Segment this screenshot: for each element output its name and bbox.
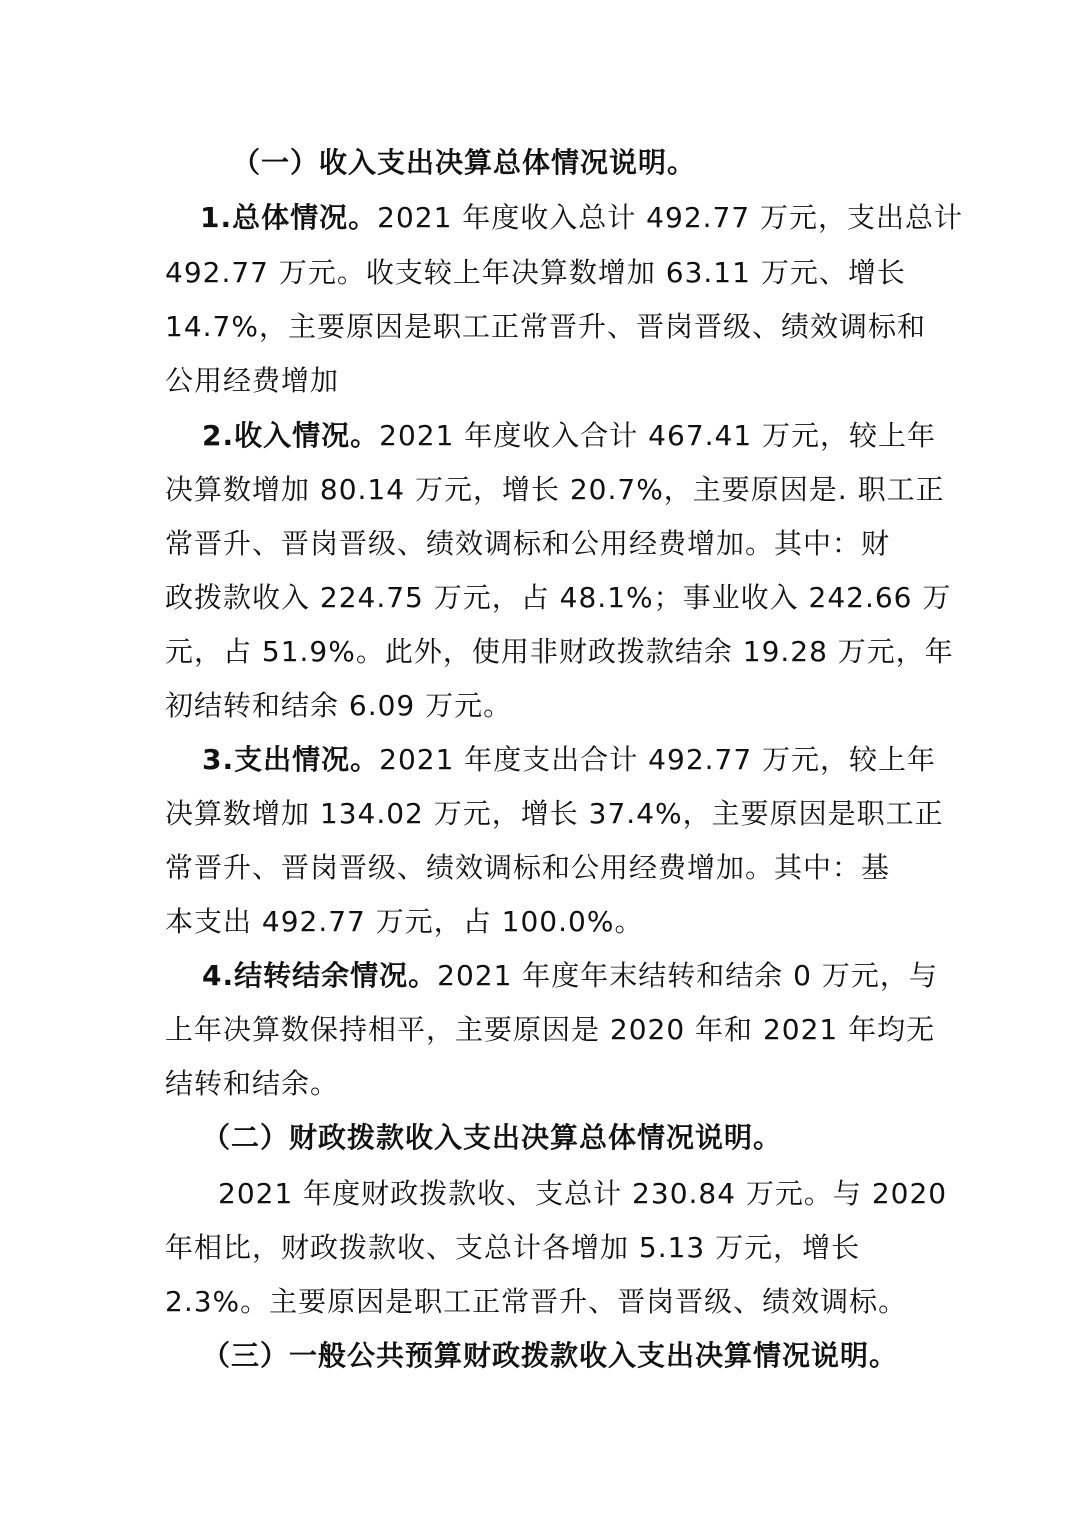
p4-line1 [202, 956, 938, 996]
p2-line5: 元，占 51.9%。此外，使用非财政拨款结余 19.28 万元，年 [165, 635, 954, 668]
p3-line3: 常晋升、晋岗晋级、绩效调标和公用经费增加。其中：基 [165, 851, 891, 884]
p1-lead: 1.总体情况。 [200, 201, 378, 234]
p1-line2: 492.77 万元。收支较上年决算数增加 63.11 万元、增长 [165, 256, 906, 289]
section2-heading: （二）财政拨款收入支出决算总体情况说明。 [202, 1121, 783, 1154]
p1-line4: 公用经费增加 [165, 364, 340, 397]
p5-line3: 2.3%。主要原因是职工正常晋升、晋岗晋级、绩效调标。 [165, 1285, 908, 1318]
p3-line1 [202, 740, 936, 780]
p2-line1-text: 2021 年度收入合计 467.41 万元，较上年 [379, 419, 937, 452]
p1-line3: 14.7%，主要原因是职工正常晋升、晋岗晋级、绩效调标和 [165, 310, 926, 343]
section1-heading: （一）收入支出决算总体情况说明。 [232, 146, 697, 179]
p2-line3: 常晋升、晋岗晋级、绩效调标和公用经费增加。其中：财 [165, 527, 891, 560]
p3-line1-text: 2021 年度支出合计 492.77 万元，较上年 [379, 743, 937, 776]
p4-lead: 4.结转结余情况。 [202, 959, 438, 992]
p2-line1 [202, 416, 936, 456]
p5-line2: 年相比，财政拨款收、支总计各增加 5.13 万元，增长 [165, 1231, 861, 1264]
section3-heading: （三）一般公共预算财政拨款收入支出决算情况说明。 [202, 1339, 899, 1372]
p4-line2: 上年决算数保持相平，主要原因是 2020 年和 2021 年均无 [165, 1013, 936, 1046]
p1-line1-text: 2021 年度收入总计 492.77 万元，支出总计 [377, 201, 964, 234]
p3-line4: 本支出 492.77 万元，占 100.0%。 [165, 905, 644, 938]
p4-line3: 结转和结余。 [165, 1067, 340, 1100]
p1-line1 [200, 198, 963, 238]
p3-lead: 3.支出情况。 [202, 743, 380, 776]
p2-line4: 政拨款收入 224.75 万元，占 48.1%；事业收入 242.66 万 [165, 581, 952, 614]
p3-line2: 决算数增加 134.02 万元，增长 37.4%，主要原因是职工正 [165, 797, 944, 830]
p2-line2: 决算数增加 80.14 万元，增长 20.7%，主要原因是. 职工正 [165, 473, 945, 506]
p2-lead: 2.收入情况。 [202, 419, 380, 452]
p4-line1-text: 2021 年度年末结转和结余 0 万元，与 [437, 959, 938, 992]
p5-line1: 2021 年度财政拨款收、支总计 230.84 万元。与 2020 [218, 1177, 948, 1210]
p2-line6: 初结转和结余 6.09 万元。 [165, 689, 513, 722]
